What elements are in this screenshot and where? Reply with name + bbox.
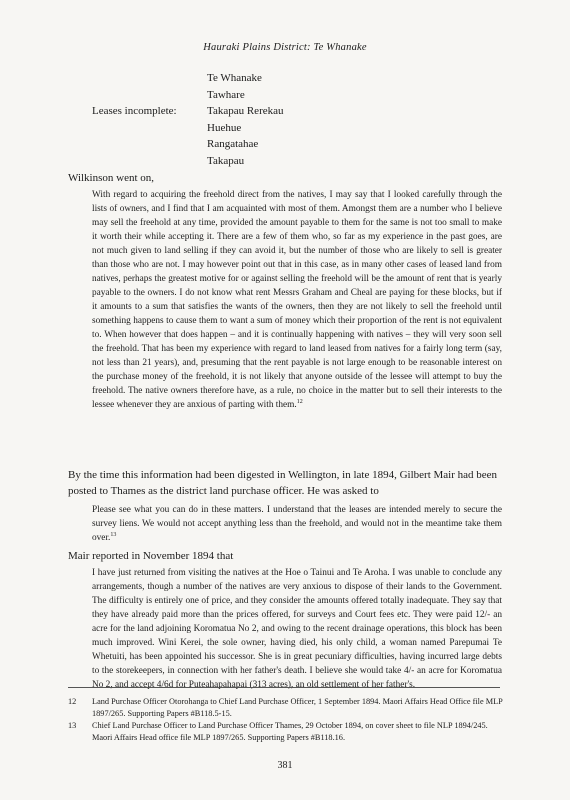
running-head: Hauraki Plains District: Te Whanake — [203, 42, 367, 53]
footnote-text: Chief Land Purchase Officer to Land Purchase Officer Thames, 29 October 1894, on cover sheet to file NLP 1894/245. Maori Affairs Head office file MLP 1897/265. Supporting Papers #B118.16. — [92, 721, 488, 742]
lease-name: Te Whanake — [207, 72, 262, 84]
wilkinson-quote-text: With regard to acquiring the freehold direct from the natives, I may say that I looked carefully through the lists of owners, and I find that I am acquainted with most of them. Amongst them are a number who I believe may sell the freehold at any time, provided the amount payable to them for the same is not too small to make it worth their while accepting it. There are a few of them who, so far as my experience in the past goes, are not much given to land selling if they can avoid it, but the number of those who are likely to sell is greater than those who are not. I may however point out that in this case, as in many other cases of leased land from natives, perhaps the greatest motive for or against selling the freehold will be the amount of rent that is yearly payable to the owners. I do not know what rent Messrs Graham and Cheal are paying for these blocks, but if it amounts to a sum that satisfies the wants of the owners, then they are not likely to sell the freehold until something happens to cause them to want a sum of money which their proportion of the rent is not equivalent to. When however that does happen – and it is continually happening with natives – they will very soon sell the freehold. That has been my experience with regard to land leased from natives for a fairly long term (say, not less than 21 years), and, presuming that the rent payable is not large enough to be reasonable interest on the purchase money of the freehold, it is not likely that anyone outside of the lessee will attempt to buy the freehold. The native owners therefore have, as a rule, no choice in the matter but to sell their interests to the lessee whenever they are anxious of parting with them. — [92, 190, 502, 410]
mair-instruction-text: Please see what you can do in these matters. I understand that the leases are intended merely to secure the survey liens. We would not accept anything less than the freehold, and would not in the meantime take them over. — [92, 505, 502, 543]
footnotes — [68, 696, 504, 744]
footnote-item — [68, 696, 504, 719]
footnote-rule — [68, 687, 500, 688]
page-number: 381 — [277, 760, 293, 771]
mair-report-intro: Mair reported in November 1894 that — [68, 550, 234, 562]
mair-instruction-quote — [92, 503, 502, 545]
lease-name: Tawhare — [207, 88, 245, 101]
footnote-item — [68, 720, 504, 743]
footnote-ref-12[interactable]: 12 — [296, 398, 303, 405]
footnote-ref-13[interactable]: 13 — [110, 531, 117, 538]
lease-name: Takapau Rerekau — [207, 105, 284, 117]
leases-names-list — [207, 70, 284, 169]
leases-label: Leases incomplete: — [92, 105, 177, 117]
wilkinson-quote — [92, 188, 502, 412]
wilkinson-intro: Wilkinson went on, — [68, 172, 155, 184]
footnote-number: 12 — [68, 697, 77, 706]
lease-name: Takapau — [207, 154, 245, 167]
mair-intro: By the time this information had been digested in Wellington, in late 1894, Gilbert Mair had been posted to Thames as the district land purchase officer. He was asked to — [68, 469, 498, 497]
footnote-text: Land Purchase Officer Otorohanga to Chief Land Purchase Officer, 1 September 1894. Maori Affairs Head Office file MLP 1897/265. Supporting Papers #B118.5-15. — [92, 697, 503, 718]
lease-name: Huehue — [207, 121, 242, 134]
footnote-number: 13 — [68, 721, 77, 730]
lease-name: Rangatahae — [207, 138, 259, 150]
mair-report-quote: I have just returned from visiting the natives at the Hoe o Tainui and Te Aroha. I was unable to conclude any arrangements, though a number of the natives are very anxious to dispose of their lands to the Government. The difficulty is entirely one of price, and they consider the amounts offered totally inadequate. They say that they have already paid more than the prices offered, for surveys and Court fees etc. They were paid 12/- an acre for the land adjoining Koromatua No 2, and owing to the recent drainage operations, this block has been much improved. Wini Kerei, the sole owner, having died, his only child, a woman named Parepumai Te Whetuiti, has been appointed his successor. She is in great pecuniary difficulties, having incurred large debts to the storekeepers, in connection with her father's death. I believe she would take 4/- an acre for Koromatua No 2, and accept 4/6d for Puteahapahapai (313 acres), an old settlement of her father's. — [92, 568, 502, 690]
